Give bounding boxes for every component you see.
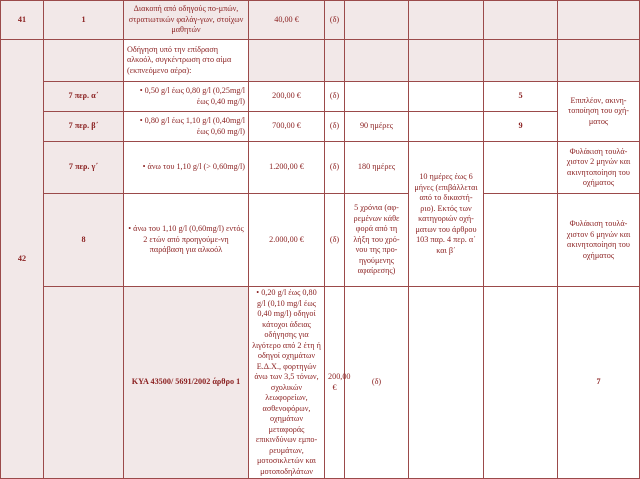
table-row [1,1,640,40]
extra-penalty-cell: Επιπλέον, ακινη-τοποίηση του οχή-ματος [558,82,640,142]
description-cell: • 0,80 g/l έως 1,10 g/l (0,40mg/l έως 0,60 mg/l) [124,112,249,142]
empty-cell [409,82,484,112]
empty-cell [409,112,484,142]
empty-cell [558,40,640,82]
empty-cell [345,40,409,82]
table-row [1,194,640,287]
points-cell: 9 [484,112,558,142]
fine-cell: 700,00 € [249,112,325,142]
empty-cell [409,287,484,479]
empty-cell [484,1,558,40]
points-cell: 5 [484,82,558,112]
fine-cell: 40,00 € [249,1,325,40]
points-marker-cell: (δ) [325,112,345,142]
duration-cell: 5 χρόνια (αφ-ρεμένων κάθε φορά από τη λήξη του χρό-νου της προ-ηγούμενης αφαίρεσης) [345,194,409,287]
table-row [1,287,640,479]
article-number [44,287,124,479]
article-number: 42 [1,40,44,479]
table-row [1,112,640,142]
fine-cell: 200,00 € [325,287,345,479]
fine-cell: 2.000,00 € [249,194,325,287]
empty-cell [345,1,409,40]
empty-cell [325,40,345,82]
table-row [1,82,640,112]
paragraph-cell: 7 περ. γ΄ [44,142,124,194]
description-cell: • 0,50 g/l έως 0,80 g/l (0,25mg/l έως 0,40 mg/l) [124,82,249,112]
description-cell: • άνω του 1,10 g/l (0,60mg/l) εντός 2 ετών από προηγούμε-νη παράβαση για αλκοόλ [124,194,249,287]
points-marker-cell: (δ) [325,194,345,287]
empty-cell [409,1,484,40]
paragraph-cell: 7 περ. β΄ [44,112,124,142]
table-row [1,40,640,82]
points-marker-cell: (δ) [325,142,345,194]
points-marker-cell: (δ) [345,287,409,479]
points-cell: 7 [558,287,640,479]
description-cell: Διακοπή από οδηγούς πο-μπών, στρατιωτικών φαλάγ-γων, στοίχων μαθητών [124,1,249,40]
empty-cell [484,194,558,287]
fine-cell: 200,00 € [249,82,325,112]
license-suspension-cell: 10 ημέρες έως 6 μήνες (επιβάλλεται από το δικαστή-ριο). Εκτός των κατηγοριών οχή-ματων του άρθρου 103 παρ. 4 περ. α΄ και β΄ [409,142,484,287]
duration-cell [345,82,409,112]
description-cell: • άνω του 1,10 g/l (> 0,60mg/l) [124,142,249,194]
empty-cell [44,40,124,82]
section-header-cell: Οδήγηση υπό την επίδραση αλκοόλ, συγκέντρωση στο αίμα (εκπνεόμενο αέρα): [124,40,249,82]
extra-penalty-cell: Φυλάκιση τουλά-χιστον 6 μηνών και ακινητοποίηση του οχήματος [558,194,640,287]
fine-cell: 1.200,00 € [249,142,325,194]
paragraph-cell: 8 [44,194,124,287]
paragraph-cell: ΚΥΑ 43500/ 5691/2002 άρθρο 1 [124,287,249,479]
description-cell: • 0,20 g/l έως 0,80 g/l (0,10 mg/l έως 0,40 mg/l) οδηγοί κάτοχοι άδειας οδήγησης για λιγότερο από 2 έτη ή οδηγοί οχημάτων Ε.Δ.Χ., φορτηγών άνω των 3,5 τόνων, σχολικών λεωφορείων, ασθενοφόρων, οχημάτων μεταφοράς επικινδύνων εμπο-ρευμάτων, μοτοσικλετών και μοτοποδηλάτων [249,287,325,479]
empty-cell [484,287,558,479]
duration-cell: 90 ημέρες [345,112,409,142]
points-marker-cell: (δ) [325,1,345,40]
extra-penalty-cell: Φυλάκιση τουλά-χιστον 2 μηνών και ακινητοποίηση του οχήματος [558,142,640,194]
duration-cell: 180 ημέρες [345,142,409,194]
empty-cell [558,1,640,40]
empty-cell [484,142,558,194]
table-row [1,142,640,194]
paragraph-cell: 1 [44,1,124,40]
empty-cell [484,40,558,82]
article-number: 41 [1,1,44,40]
points-marker-cell: (δ) [325,82,345,112]
empty-cell [409,40,484,82]
paragraph-cell: 7 περ. α΄ [44,82,124,112]
empty-cell [249,40,325,82]
